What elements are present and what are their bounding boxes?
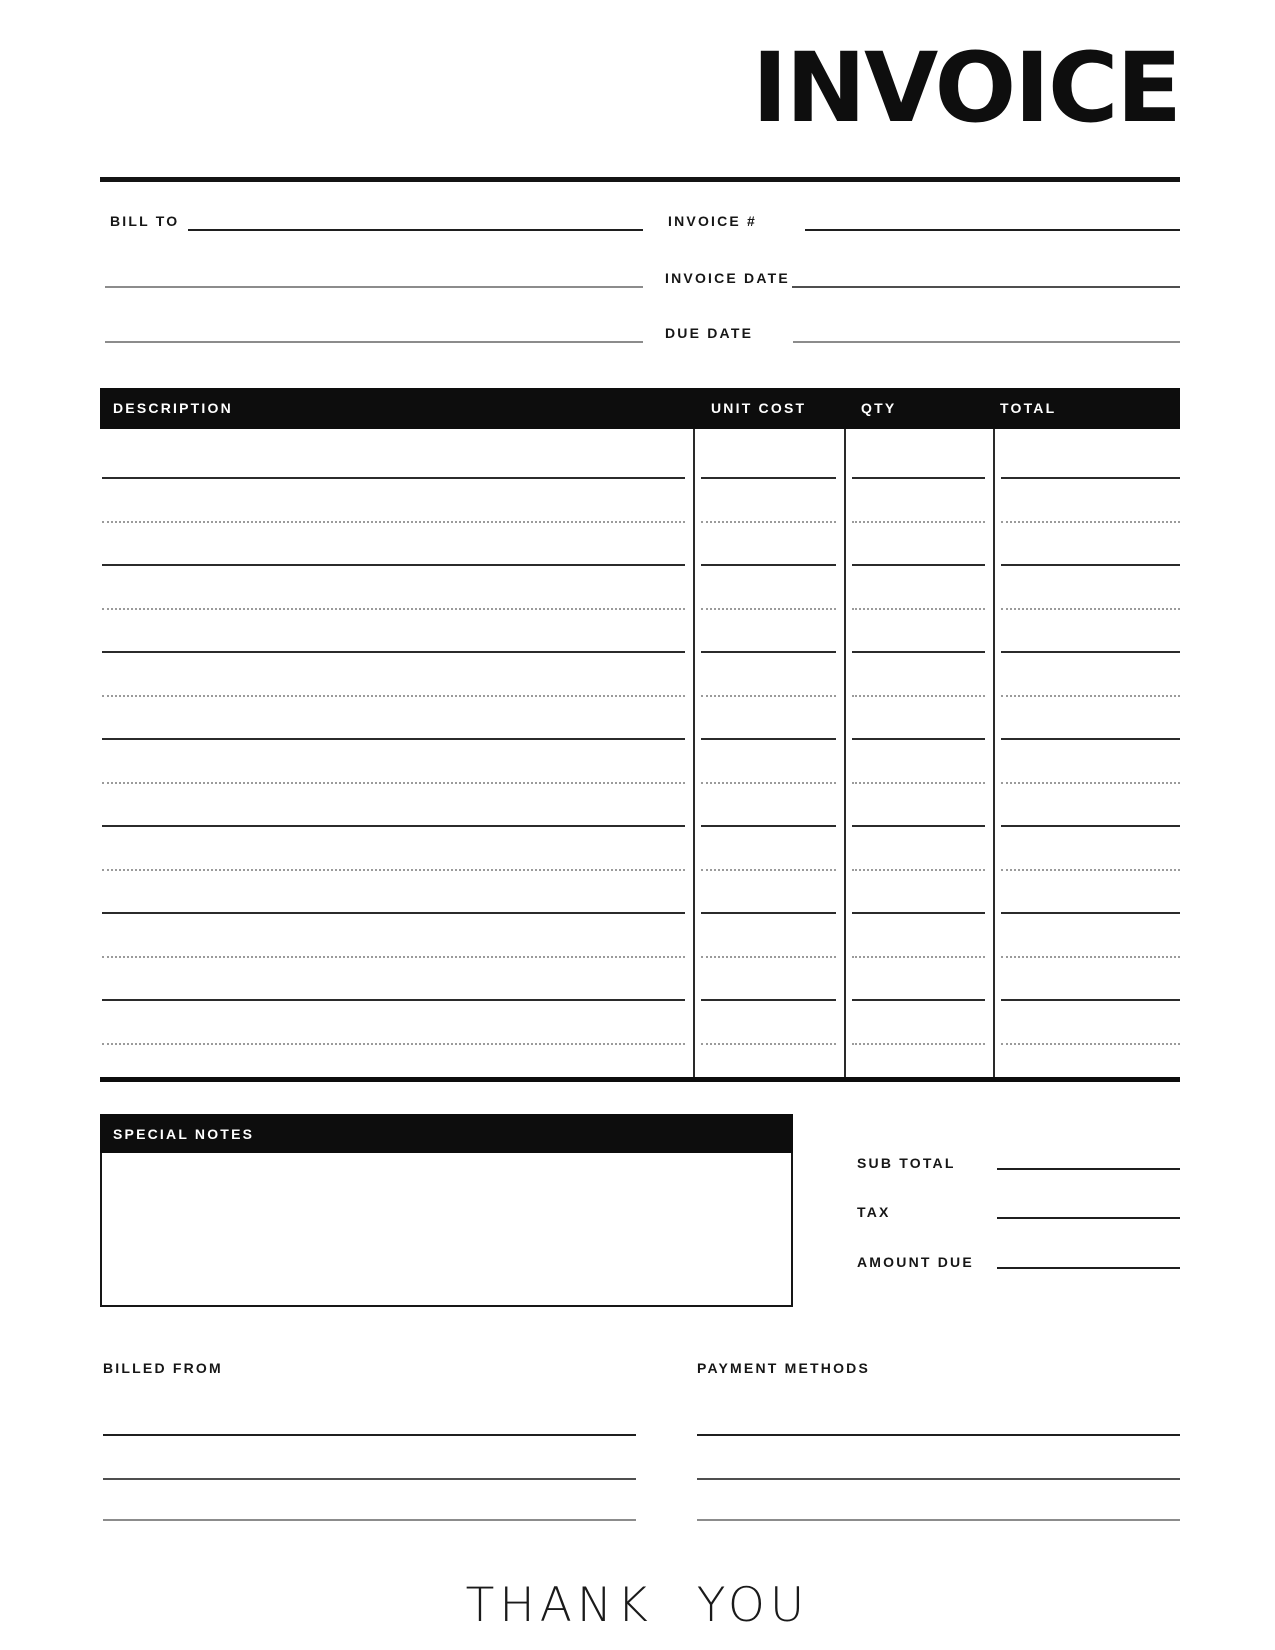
table-row-line (102, 999, 685, 1001)
amount-due-label: AMOUNT DUE (857, 1254, 974, 1270)
due-date-line[interactable] (793, 341, 1180, 343)
table-row-line (102, 477, 685, 479)
column-header-unit-cost: UNIT COST (711, 400, 807, 416)
table-row-line (852, 999, 985, 1001)
table-row-line-dashed (1001, 782, 1180, 784)
table-row-line-dashed (701, 521, 836, 523)
amount-due-line[interactable] (997, 1267, 1180, 1269)
table-row-line (102, 825, 685, 827)
page-title: INVOICE (751, 32, 1180, 144)
bill-to-line-2[interactable] (105, 286, 643, 288)
column-divider-2 (844, 429, 846, 1079)
sub-total-label: SUB TOTAL (857, 1155, 956, 1171)
table-row-line (701, 651, 836, 653)
column-header-qty: QTY (861, 400, 897, 416)
table-row-line-dashed (701, 956, 836, 958)
table-row-line-dashed (701, 869, 836, 871)
table-row-line (1001, 651, 1180, 653)
table-row-line-dashed (701, 1043, 836, 1045)
table-row-line-dashed (1001, 521, 1180, 523)
table-row-line-dashed (852, 521, 985, 523)
special-notes-box[interactable] (100, 1153, 793, 1307)
payment-methods-line-1[interactable] (697, 1434, 1180, 1436)
invoice-number-label: INVOICE # (668, 213, 758, 229)
table-row-line-dashed (1001, 695, 1180, 697)
table-row-line (1001, 564, 1180, 566)
billed-from-line-1[interactable] (103, 1434, 636, 1436)
billed-from-line-3[interactable] (103, 1519, 636, 1521)
invoice-date-label: INVOICE DATE (665, 270, 790, 286)
table-row-line (1001, 912, 1180, 914)
tax-label: TAX (857, 1204, 891, 1220)
table-row-line-dashed (102, 695, 685, 697)
table-header-bar (100, 388, 1180, 429)
invoice-number-line[interactable] (805, 229, 1180, 231)
top-rule (100, 177, 1180, 182)
sub-total-line[interactable] (997, 1168, 1180, 1170)
table-row-line (701, 999, 836, 1001)
table-row-line (102, 912, 685, 914)
billed-from-line-2[interactable] (103, 1478, 636, 1480)
table-row-line (701, 564, 836, 566)
table-row-line (701, 738, 836, 740)
thank-you-text: THANK YOU (465, 1578, 810, 1633)
table-row-line-dashed (701, 608, 836, 610)
table-row-line (1001, 477, 1180, 479)
payment-methods-line-3[interactable] (697, 1519, 1180, 1521)
table-row-line-dashed (102, 608, 685, 610)
table-row-line (701, 825, 836, 827)
table-row-line (1001, 738, 1180, 740)
table-row-line-dashed (102, 521, 685, 523)
billed-from-label: BILLED FROM (103, 1360, 223, 1376)
table-row-line-dashed (852, 956, 985, 958)
table-row-line (701, 912, 836, 914)
table-row-line (852, 825, 985, 827)
payment-methods-line-2[interactable] (697, 1478, 1180, 1480)
table-row-line-dashed (852, 1043, 985, 1045)
table-row-line-dashed (852, 608, 985, 610)
table-row-line-dashed (1001, 956, 1180, 958)
invoice-date-line[interactable] (792, 286, 1180, 288)
table-row-line (852, 651, 985, 653)
table-row-line (102, 738, 685, 740)
table-row-line (852, 564, 985, 566)
table-row-line (1001, 825, 1180, 827)
table-row-line (852, 738, 985, 740)
table-bottom-rule (100, 1077, 1180, 1082)
column-header-description: DESCRIPTION (113, 400, 233, 416)
table-row-line (852, 477, 985, 479)
table-row-line-dashed (102, 1043, 685, 1045)
special-notes-bar (100, 1114, 793, 1153)
table-row-line (102, 564, 685, 566)
table-row-line-dashed (701, 782, 836, 784)
tax-line[interactable] (997, 1217, 1180, 1219)
bill-to-line-3[interactable] (105, 341, 643, 343)
table-row-line (1001, 999, 1180, 1001)
table-row-line-dashed (102, 956, 685, 958)
table-row-line-dashed (102, 869, 685, 871)
table-row-line-dashed (1001, 608, 1180, 610)
table-row-line-dashed (852, 782, 985, 784)
table-row-line-dashed (852, 695, 985, 697)
column-divider-1 (693, 429, 695, 1079)
table-row-line (701, 477, 836, 479)
table-row-line (852, 912, 985, 914)
bill-to-line-1[interactable] (188, 229, 643, 231)
table-row-line-dashed (852, 869, 985, 871)
table-row-line-dashed (1001, 1043, 1180, 1045)
payment-methods-label: PAYMENT METHODS (697, 1360, 871, 1376)
column-header-total: TOTAL (1000, 400, 1057, 416)
table-row-line-dashed (1001, 869, 1180, 871)
table-row-line-dashed (102, 782, 685, 784)
due-date-label: DUE DATE (665, 325, 754, 341)
bill-to-label: BILL TO (110, 213, 180, 229)
table-row-line (102, 651, 685, 653)
column-divider-3 (993, 429, 995, 1079)
table-row-line-dashed (701, 695, 836, 697)
special-notes-label: SPECIAL NOTES (113, 1126, 255, 1142)
